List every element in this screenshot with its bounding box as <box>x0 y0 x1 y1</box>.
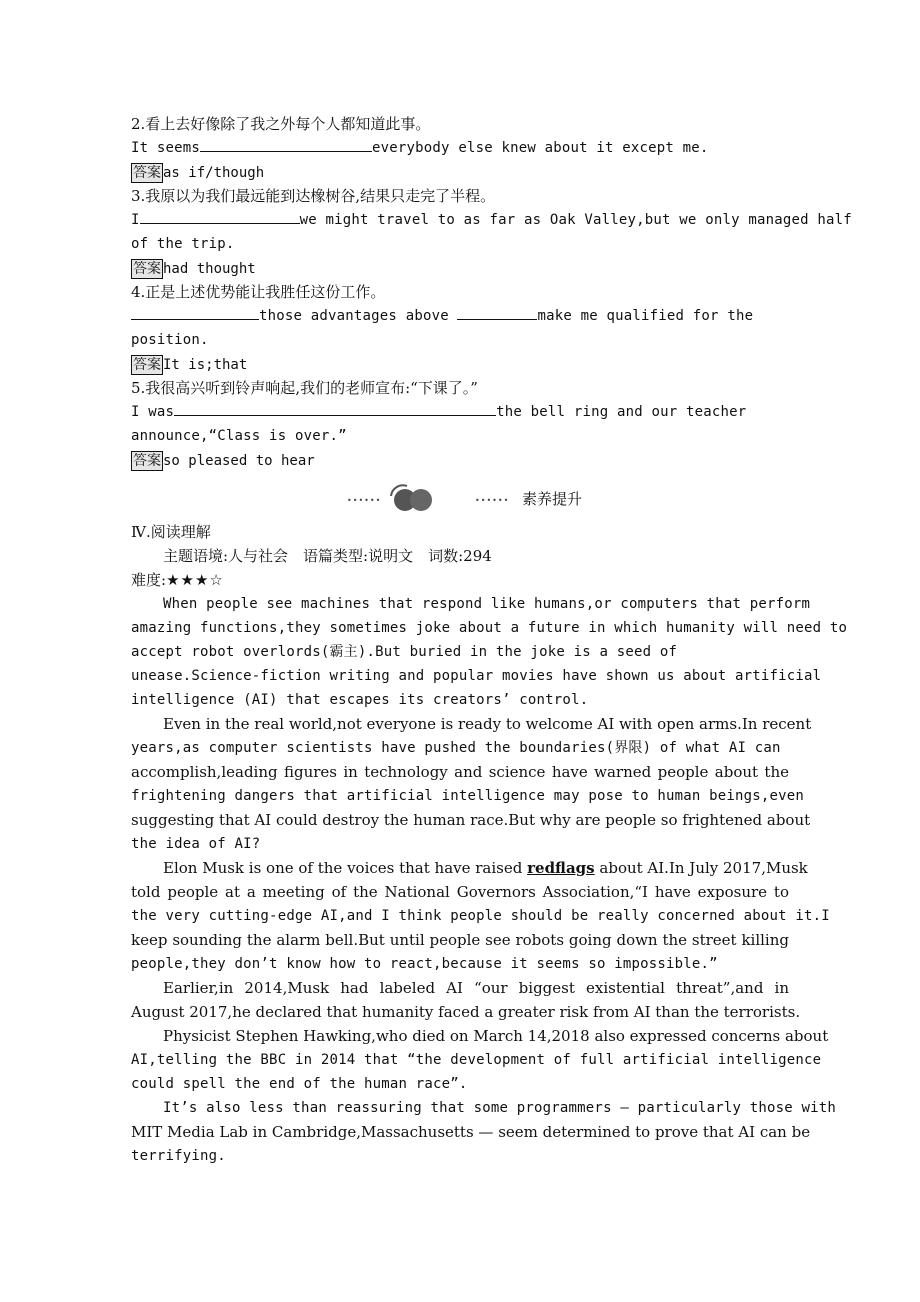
exercise-5-sentence <box>131 400 789 424</box>
p6-line-2: MIT Media Lab in Cambridge,Massachusetts — seem determined to prove that AI can be <box>131 1123 811 1141</box>
exercise-4-answer-row <box>131 352 789 376</box>
exercise-4-blank-2[interactable] <box>457 304 537 320</box>
difficulty-row <box>131 568 789 592</box>
exercise-5-prompt: 5.我很高兴听到铃声响起,我们的老师宣布:“下课了。” <box>131 379 478 397</box>
p5-line-3: could spell the end of the human race”. <box>131 1076 468 1092</box>
p2-line-4: frightening dangers that artificial intelligence may pose to human beings,even <box>131 788 805 804</box>
p1-line-1: When people see machines that respond like humans,or computers that perform <box>163 596 811 612</box>
exercise-4-prompt: 4.正是上述优势能让我胜任这份工作。 <box>131 283 386 301</box>
exercise-2-answer: as if/though <box>163 165 265 181</box>
exercise-4-blank-1[interactable] <box>131 304 259 320</box>
p5-line-2: AI,telling the BBC in 2014 that “the development of full artificial intelligence <box>131 1052 822 1068</box>
answer-label: 答案 <box>133 357 161 373</box>
difficulty-stars: ★★★☆ <box>166 571 224 589</box>
exercise-2-sentence <box>131 136 789 160</box>
exercise-2-post: everybody else knew about it except me. <box>372 140 709 156</box>
exercise-5-pre: I was <box>131 404 175 420</box>
reading-meta: 主题语境:人与社会 语篇类型:说明文 词数:294 <box>163 547 492 565</box>
exercise-3-line2: of the trip. <box>131 236 235 252</box>
p3-line-1-pre: Elon Musk is one of the voices that have raised <box>163 859 528 877</box>
section-divider <box>347 478 587 518</box>
exercise-2-blank[interactable] <box>200 136 372 152</box>
document-page <box>131 112 852 472</box>
exercise-2-prompt: 2.看上去好像除了我之外每个人都知道此事。 <box>131 115 431 133</box>
exercise-3-prompt: 3.我原以为我们最远能到达橡树谷,结果只走完了半程。 <box>131 187 496 205</box>
exercise-3-sentence <box>131 208 852 232</box>
keyword-redflags: redflags <box>527 859 595 877</box>
p3-line-1 <box>131 856 808 880</box>
exercise-4-mid: those advantages above <box>259 308 449 324</box>
answer-label: 答案 <box>133 261 161 277</box>
divider-dots-right: •••••• <box>475 496 510 505</box>
answer-label: 答案 <box>133 453 161 469</box>
p1-line-3: accept robot overlords(霸主).But buried in the joke is a seed of <box>131 644 678 660</box>
exercise-3-blank[interactable] <box>140 208 300 224</box>
exercise-5-blank[interactable] <box>174 400 496 416</box>
difficulty-label: 难度: <box>131 571 167 589</box>
exercise-4-post: make me qualified for the <box>537 308 754 324</box>
exercise-5-post: the bell ring and our teacher <box>496 404 747 420</box>
p1-line-5: intelligence (AI) that escapes its creators’ control. <box>131 692 589 708</box>
exercise-4-sentence <box>131 304 789 328</box>
exercise-5-line2: announce,“Class is over.” <box>131 428 347 444</box>
exercise-4-line2: position. <box>131 332 209 348</box>
p3-line-5: people,they don’t know how to react,because it seems so impossible.” <box>131 956 718 972</box>
p2-line-1: Even in the real world,not everyone is ready to welcome AI with open arms.In recent <box>163 715 812 733</box>
exercise-5-answer: so pleased to hear <box>163 453 315 469</box>
divider-label: 素养提升 <box>522 490 583 508</box>
p2-line-5: suggesting that AI could destroy the human race.But why are people so frightened about <box>131 811 811 829</box>
p3-line-3: the very cutting-edge AI,and I think people should be really concerned about it.I <box>131 908 830 924</box>
exercise-3-pre: I <box>131 212 140 228</box>
exercise-3-answer: had thought <box>163 261 256 277</box>
divider-dots-left: •••••• <box>347 496 382 505</box>
p1-line-2: amazing functions,they sometimes joke about a future in which humanity will need to <box>131 620 848 636</box>
section-title: Ⅳ.阅读理解 <box>131 523 211 541</box>
p4-line-1: Earlier,in 2014,Musk had labeled AI “our biggest existential threat”,and in <box>163 979 789 997</box>
divider-circles-icon <box>385 482 437 514</box>
p4-line-2: August 2017,he declared that humanity faced a greater risk from AI than the terrorists. <box>131 1003 801 1021</box>
p6-line-3: terrifying. <box>131 1148 226 1164</box>
p3-line-1-post: about AI.In July 2017,Musk <box>594 859 808 877</box>
p3-line-4: keep sounding the alarm bell.But until people see robots going down the street killing <box>131 931 789 949</box>
reading-section <box>131 520 848 1168</box>
p2-line-3: accomplish,leading figures in technology and science have warned people about the <box>131 763 789 781</box>
p5-line-1: Physicist Stephen Hawking,who died on March 14,2018 also expressed concerns about <box>163 1027 829 1045</box>
p2-line-6: the idea of AI? <box>131 836 261 852</box>
p6-line-1: It’s also less than reassuring that some programmers — particularly those with <box>163 1100 837 1116</box>
exercise-3-answer-row <box>131 256 789 280</box>
exercise-4-answer: It is;that <box>163 357 248 373</box>
exercise-3-post: we might travel to as far as Oak Valley,but we only managed half <box>299 212 852 228</box>
p1-line-4: unease.Science-fiction writing and popular movies have shown us about artificial <box>131 668 822 684</box>
p2-line-2: years,as computer scientists have pushed the boundaries(界限) of what AI can <box>131 740 781 756</box>
p3-line-2: told people at a meeting of the National Governors Association,“I have exposure to <box>131 883 789 901</box>
answer-label: 答案 <box>133 165 161 181</box>
exercise-2-pre: It seems <box>131 140 201 156</box>
exercise-5-answer-row <box>131 448 789 472</box>
exercise-2-answer-row <box>131 160 789 184</box>
